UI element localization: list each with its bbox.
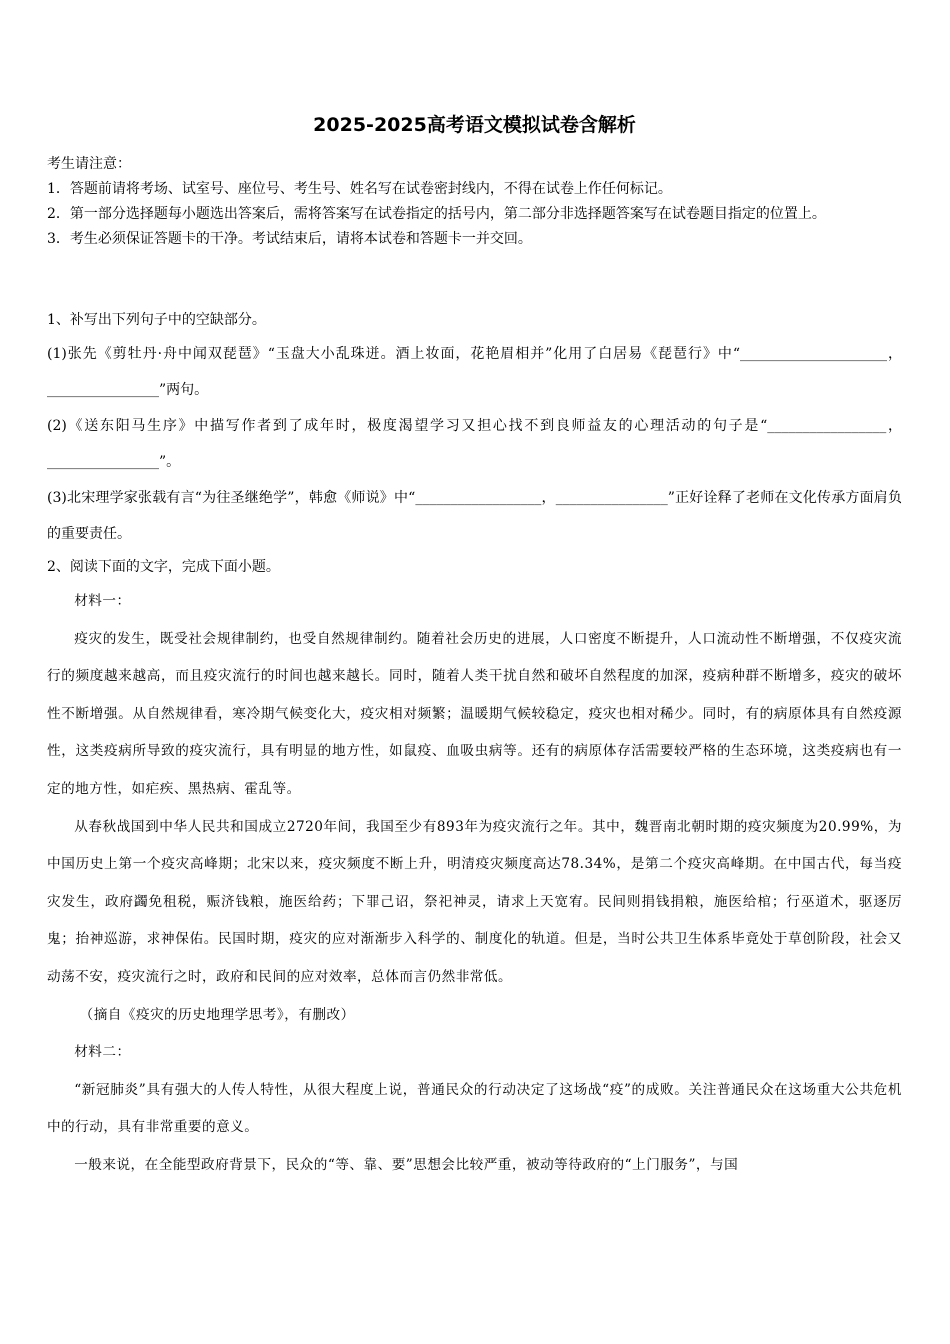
notice-item: 2．第一部分选择题每小题选出答案后，需将答案写在试卷指定的括号内，第二部分非选择题答案写在试卷题目指定的位置上。: [47, 206, 826, 222]
material-1-label: 材料一：: [74, 593, 131, 609]
page-title: 2025-2025高考语文模拟试卷含解析: [313, 114, 636, 136]
question-2: [47, 552, 902, 1185]
question-1-part-1: (1)张先《剪牡丹·舟中闻双琵琶》“玉盘大小乱珠迸。酒上妆面，花艳眉相并”化用了白居易《琵琶行》中“_____________________，________________”两句。: [47, 346, 902, 398]
notice-item: 1．答题前请将考场、试室号、座位号、考生号、姓名写在试卷密封线内，不得在试卷上作任何标记。: [47, 181, 672, 197]
question-2-stem: 2、阅读下面的文字，完成下面小题。: [47, 559, 280, 575]
material-1-paragraph: 疫灾的发生，既受社会规律制约，也受自然规律制约。随着社会历史的进展，人口密度不断提升，人口流动性不断增强，不仅疫灾流行的频度越来越高，而且疫灾流行的时间也越来越长。同时，随着人类干扰自然和破坏自然程度的加深，疫病种群不断增多，疫灾的破坏性不断增强。从自然规律看，寒冷期气候变化大，疫灾相对频繁；温暖期气候较稳定，疫灾也相对稀少。同时，有的病原体具有自然疫源性，这类疫病所导致的疫灾流行，具有明显的地方性，如鼠疫、血吸虫病等。还有的病原体存活需要较严格的生态环境，这类疫病也有一定的地方性，如疟疾、黑热病、霍乱等。: [47, 630, 902, 797]
material-1-paragraph: 从春秋战国到中华人民共和国成立2720年间，我国至少有893年为疫灾流行之年。其中，魏晋南北朝时期的疫灾频度为20.99%，为中国历史上第一个疫灾高峰期；北宋以来，疫灾频度不断上升，明清疫灾频度高达78.34%，是第二个疫灾高峰期。在中国古代，每当疫灾发生，政府蠲免租税，赈济钱粮，施医给药；下罪己诏，祭祀神灵，请求上天宽宥。民间则捐钱捐粮，施医给棺；行巫道术，驱逐厉鬼；抬神巡游，求神保佑。民国时期，疫灾的应对渐渐步入科学的、制度化的轨道。但是，当时公共卫生体系毕竟处于草创阶段，社会又动荡不安，疫灾流行之时，政府和民间的应对效率，总体而言仍然非常低。: [47, 818, 902, 985]
material-2-label: 材料二：: [74, 1044, 131, 1061]
material-2-paragraph: “新冠肺炎”具有强大的人传人特性，从很大程度上说，普通民众的行动决定了这场战“疫”的成败。关注普通民众在这场重大公共危机中的行动，具有非常重要的意义。: [47, 1081, 902, 1136]
notice-section: [47, 152, 902, 252]
question-1-part-3: (3)北宋理学家张载有言“为往圣继绝学”，韩愈《师说》中“__________________，________________”正好诠释了老师在文化传承方面肩负的重要责任。: [47, 490, 902, 542]
question-1-stem: 1、补写出下列句子中的空缺部分。: [47, 312, 266, 328]
material-2-paragraph: 一般来说，在全能型政府背景下，民众的“等、靠、要”思想会比较严重，被动等待政府的“上门服务”，与国: [74, 1156, 739, 1173]
question-1-part-2: (2)《送东阳马生序》中描写作者到了成年时，极度渴望学习又担心找不到良师益友的心理活动的句子是“_________________，________________”。: [47, 418, 902, 470]
notice-heading: 考生请注意：: [47, 156, 131, 172]
question-1: [47, 305, 902, 552]
material-1-source: （摘自《疫灾的历史地理学思考》，有删改）: [79, 1006, 355, 1023]
notice-item: 3．考生必须保证答题卡的干净。考试结束后，请将本试卷和答题卡一并交回。: [47, 231, 532, 247]
